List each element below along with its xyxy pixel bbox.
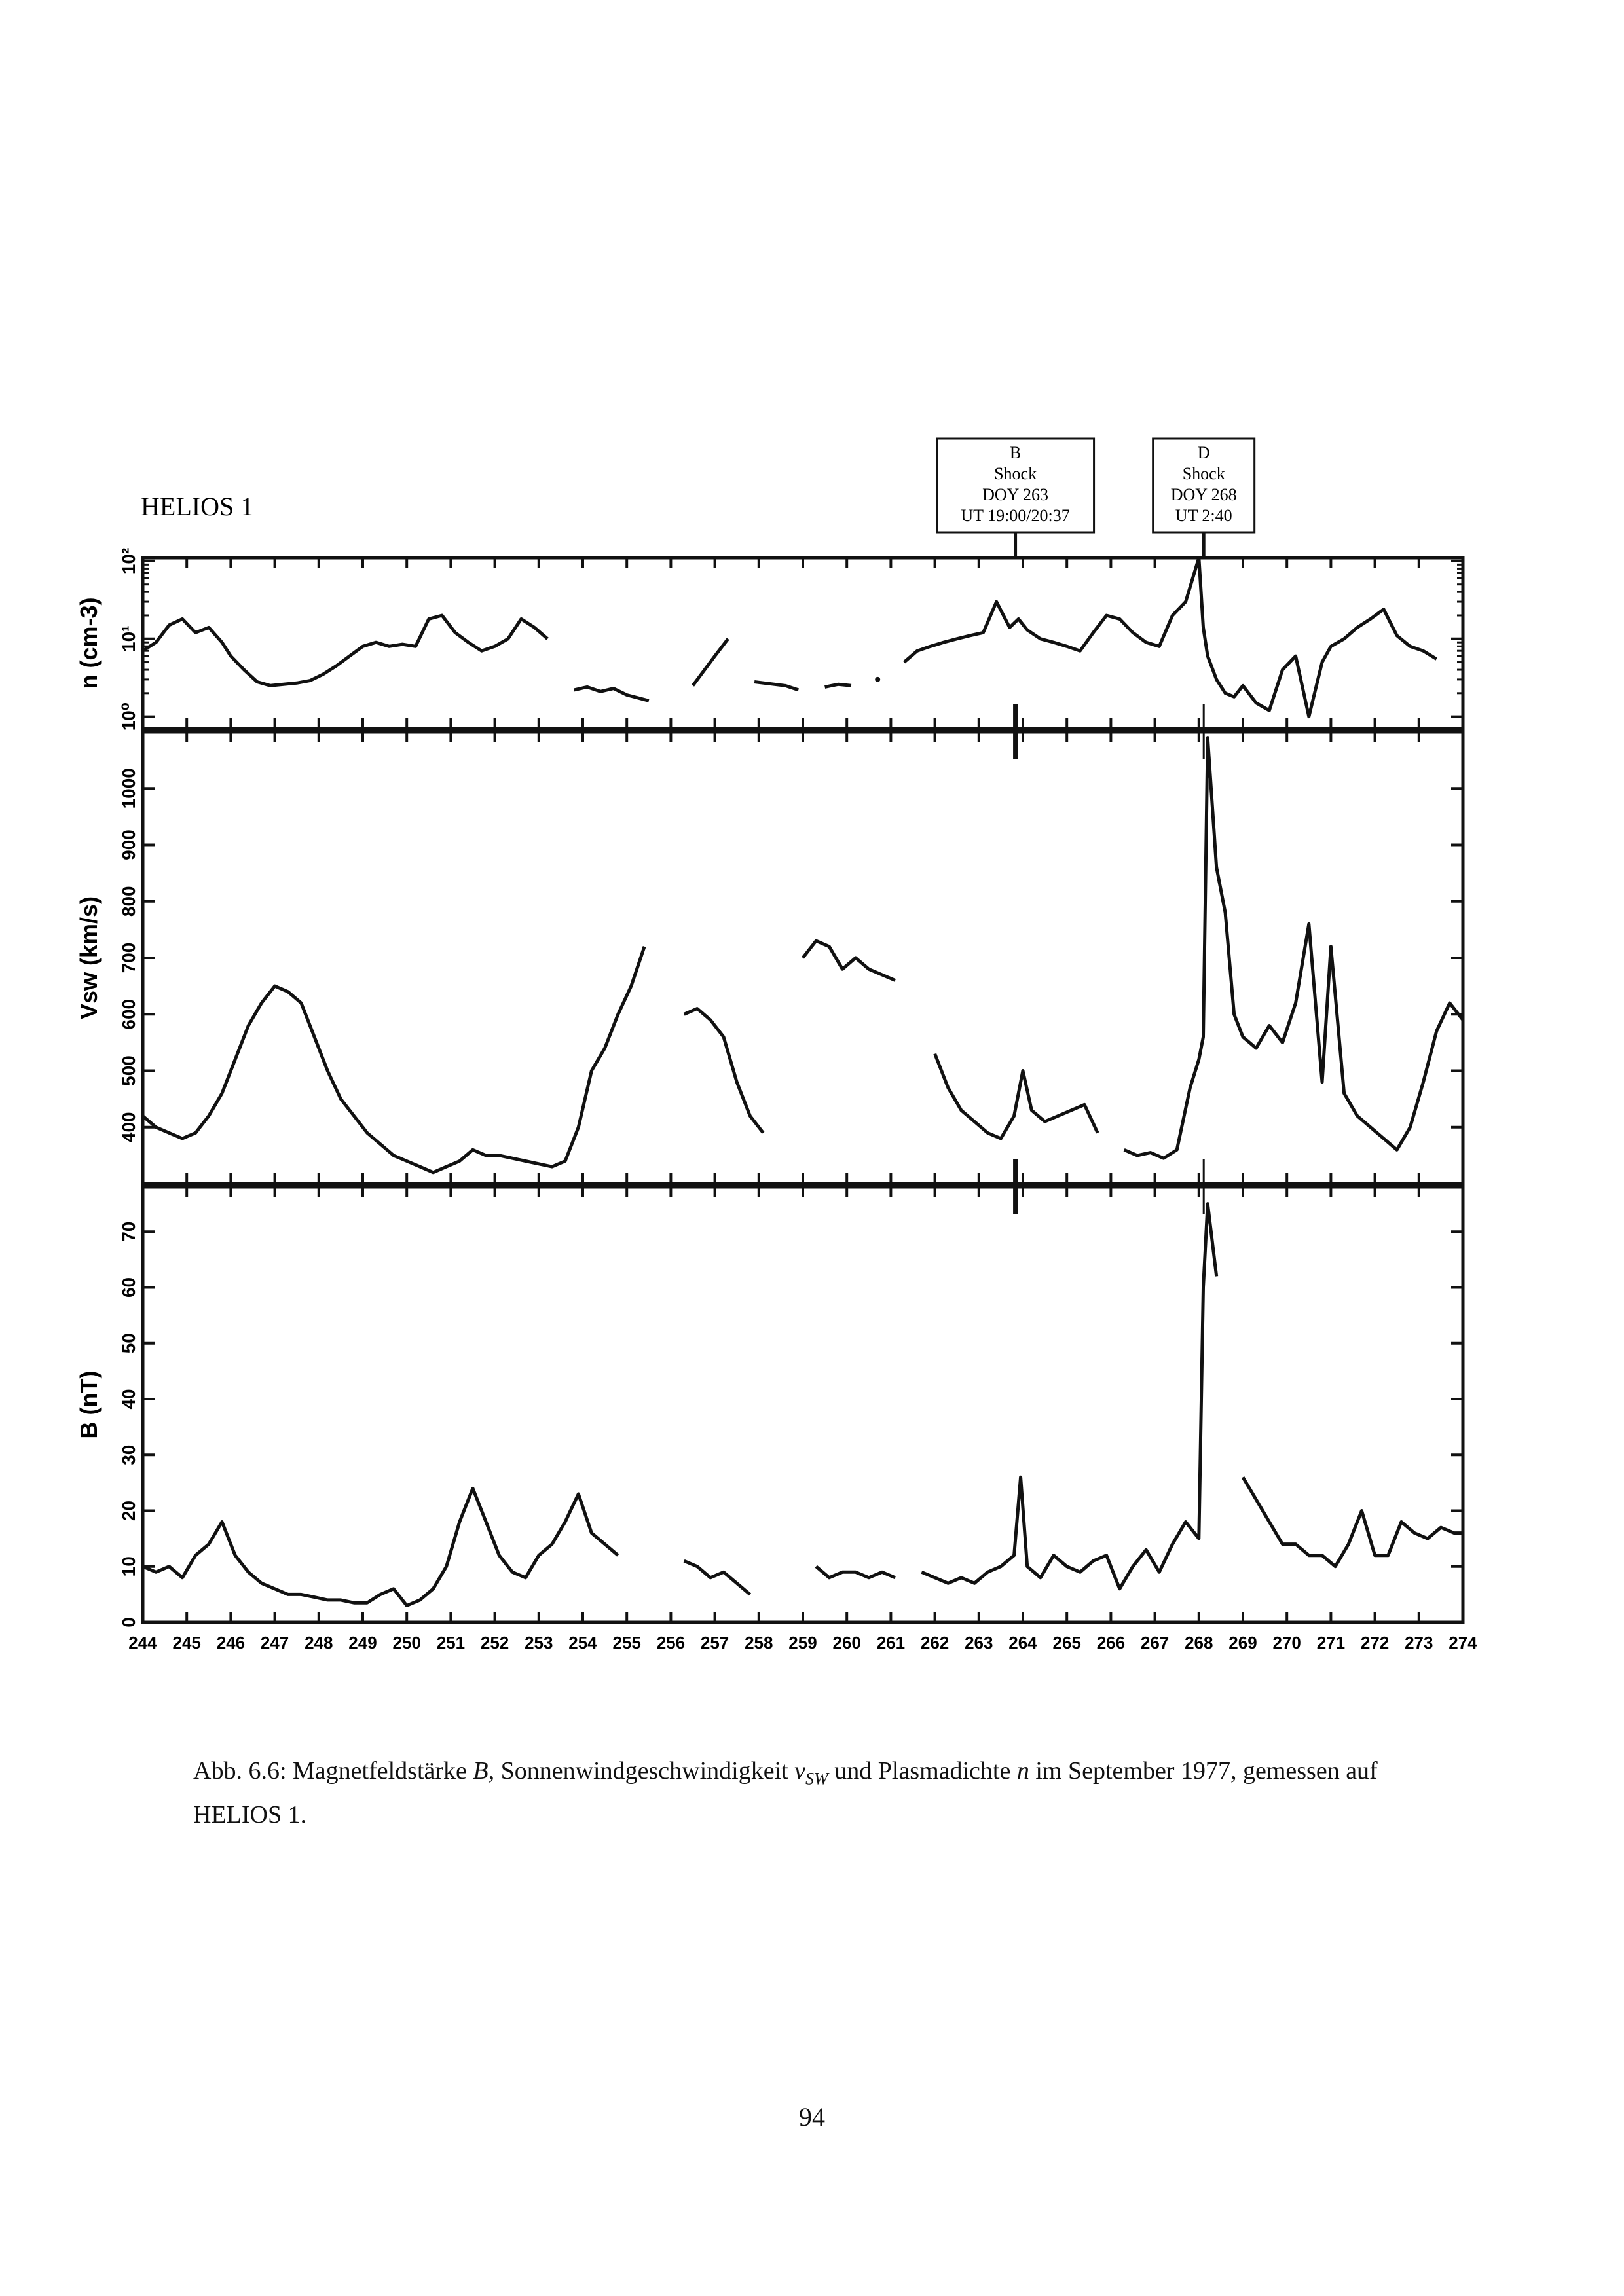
x-tick-label: 264 <box>1008 1633 1037 1652</box>
data-line-velocity <box>803 941 895 980</box>
x-tick-label: 257 <box>700 1633 729 1652</box>
panel-field <box>75 1187 1463 1628</box>
shock-box-line: Shock <box>1182 464 1225 483</box>
x-tick-label: 250 <box>392 1633 421 1652</box>
x-tick-label: 258 <box>745 1633 773 1652</box>
y-tick-label: 800 <box>119 886 139 917</box>
y-tick-label: 10⁰ <box>119 702 139 731</box>
x-tick-label: 260 <box>832 1633 861 1652</box>
caption-var-n: n <box>1016 1757 1029 1785</box>
data-line-density <box>143 615 547 685</box>
x-tick-label: 248 <box>304 1633 333 1652</box>
y-tick-label: 1000 <box>119 768 139 809</box>
data-line-density <box>754 682 798 690</box>
x-tick-label: 267 <box>1140 1633 1170 1652</box>
y-tick-label: 900 <box>119 829 139 860</box>
caption-text-3: und Plasmadichte <box>828 1757 1017 1785</box>
panel-frame-field <box>143 1187 1463 1622</box>
caption-var-v: v <box>794 1757 806 1785</box>
y-axis-label-field: B (nT) <box>75 1370 102 1439</box>
caption-var-b: B <box>473 1757 489 1785</box>
x-tick-label: 247 <box>260 1633 289 1652</box>
y-tick-label: 600 <box>119 998 139 1030</box>
data-line-field <box>684 1561 750 1594</box>
spacecraft-label: HELIOS 1 <box>141 492 254 521</box>
x-tick-label: 263 <box>965 1633 993 1652</box>
x-tick-label: 272 <box>1360 1633 1390 1652</box>
data-line-density <box>904 558 1437 717</box>
x-tick-label: 270 <box>1272 1633 1301 1652</box>
x-tick-label: 273 <box>1405 1633 1433 1652</box>
y-tick-label: 10¹ <box>119 625 139 652</box>
data-line-velocity <box>935 1054 1098 1139</box>
x-tick-label: 259 <box>788 1633 817 1652</box>
data-line-field <box>143 1488 618 1605</box>
data-line-velocity <box>143 947 644 1173</box>
y-tick-label: 70 <box>119 1221 139 1242</box>
page-number: 94 <box>799 2102 825 2132</box>
data-line-density <box>825 684 851 687</box>
shock-box-line: Shock <box>994 464 1037 483</box>
chart-panels <box>75 548 1463 1628</box>
x-tick-label: 244 <box>128 1633 157 1652</box>
x-tick-label: 274 <box>1449 1633 1477 1652</box>
y-tick-label: 10² <box>119 547 139 575</box>
x-tick-label: 256 <box>656 1633 686 1652</box>
data-line-density <box>693 639 728 686</box>
shock-box-line: DOY 268 <box>1170 485 1237 504</box>
y-tick-label: 700 <box>119 942 139 974</box>
x-tick-label: 268 <box>1185 1633 1213 1652</box>
shock-box-D <box>1153 439 1255 1214</box>
data-line-density <box>574 687 649 701</box>
x-tick-label: 269 <box>1228 1633 1257 1652</box>
caption-text-1: Magnetfeldstärke <box>293 1757 473 1785</box>
caption-var-v-sub: SW <box>805 1769 828 1789</box>
shock-box-line: UT 2:40 <box>1175 506 1232 525</box>
y-tick-label: 20 <box>119 1500 139 1522</box>
panel-density <box>75 548 1463 731</box>
panel-frame-density <box>143 558 1463 729</box>
y-tick-label: 10 <box>119 1556 139 1577</box>
y-tick-label: 400 <box>119 1112 139 1143</box>
x-tick-label: 255 <box>612 1633 641 1652</box>
x-tick-label: 265 <box>1052 1633 1081 1652</box>
x-tick-label: 251 <box>436 1633 466 1652</box>
x-axis-tick-labels <box>128 1633 1477 1652</box>
y-tick-label: 30 <box>119 1444 139 1465</box>
y-tick-label: 40 <box>119 1389 139 1410</box>
x-tick-label: 271 <box>1316 1633 1346 1652</box>
x-tick-label: 262 <box>920 1633 950 1652</box>
shock-box-line: DOY 263 <box>982 485 1049 504</box>
data-line-field <box>921 1204 1216 1589</box>
y-axis-label-velocity: Vsw (km/s) <box>75 896 102 1020</box>
y-tick-label: 50 <box>119 1333 139 1354</box>
y-tick-label: 0 <box>119 1617 139 1628</box>
y-tick-label: 60 <box>119 1277 139 1298</box>
data-line-velocity <box>684 1009 764 1133</box>
shock-box-line: UT 19:00/20:37 <box>961 506 1070 525</box>
panel-velocity <box>75 732 1463 1184</box>
x-tick-label: 254 <box>568 1633 597 1652</box>
x-tick-label: 246 <box>216 1633 246 1652</box>
y-axis-label-density: n (cm-3) <box>75 597 102 689</box>
shock-box-line: B <box>1009 443 1022 462</box>
caption-text-4: im September 1977, gemessen auf HELIOS 1. <box>193 1757 1378 1829</box>
x-tick-label: 245 <box>172 1633 201 1652</box>
x-tick-label: 249 <box>348 1633 377 1652</box>
x-tick-label: 252 <box>480 1633 509 1652</box>
shock-box-B <box>937 439 1094 1214</box>
data-line-velocity <box>1124 738 1463 1159</box>
x-tick-label: 266 <box>1096 1633 1126 1652</box>
data-line-field <box>816 1567 895 1578</box>
data-line-field <box>1243 1477 1463 1566</box>
x-tick-label: 253 <box>525 1633 553 1652</box>
y-tick-label: 500 <box>119 1055 139 1086</box>
caption-prefix: Abb. 6.6: <box>193 1757 293 1785</box>
figure-caption <box>193 1753 1437 1832</box>
data-point-density <box>875 677 880 682</box>
caption-text-2: , Sonnenwindgeschwindigkeit <box>488 1757 795 1785</box>
x-tick-label: 261 <box>876 1633 906 1652</box>
shock-box-line: D <box>1197 443 1210 462</box>
